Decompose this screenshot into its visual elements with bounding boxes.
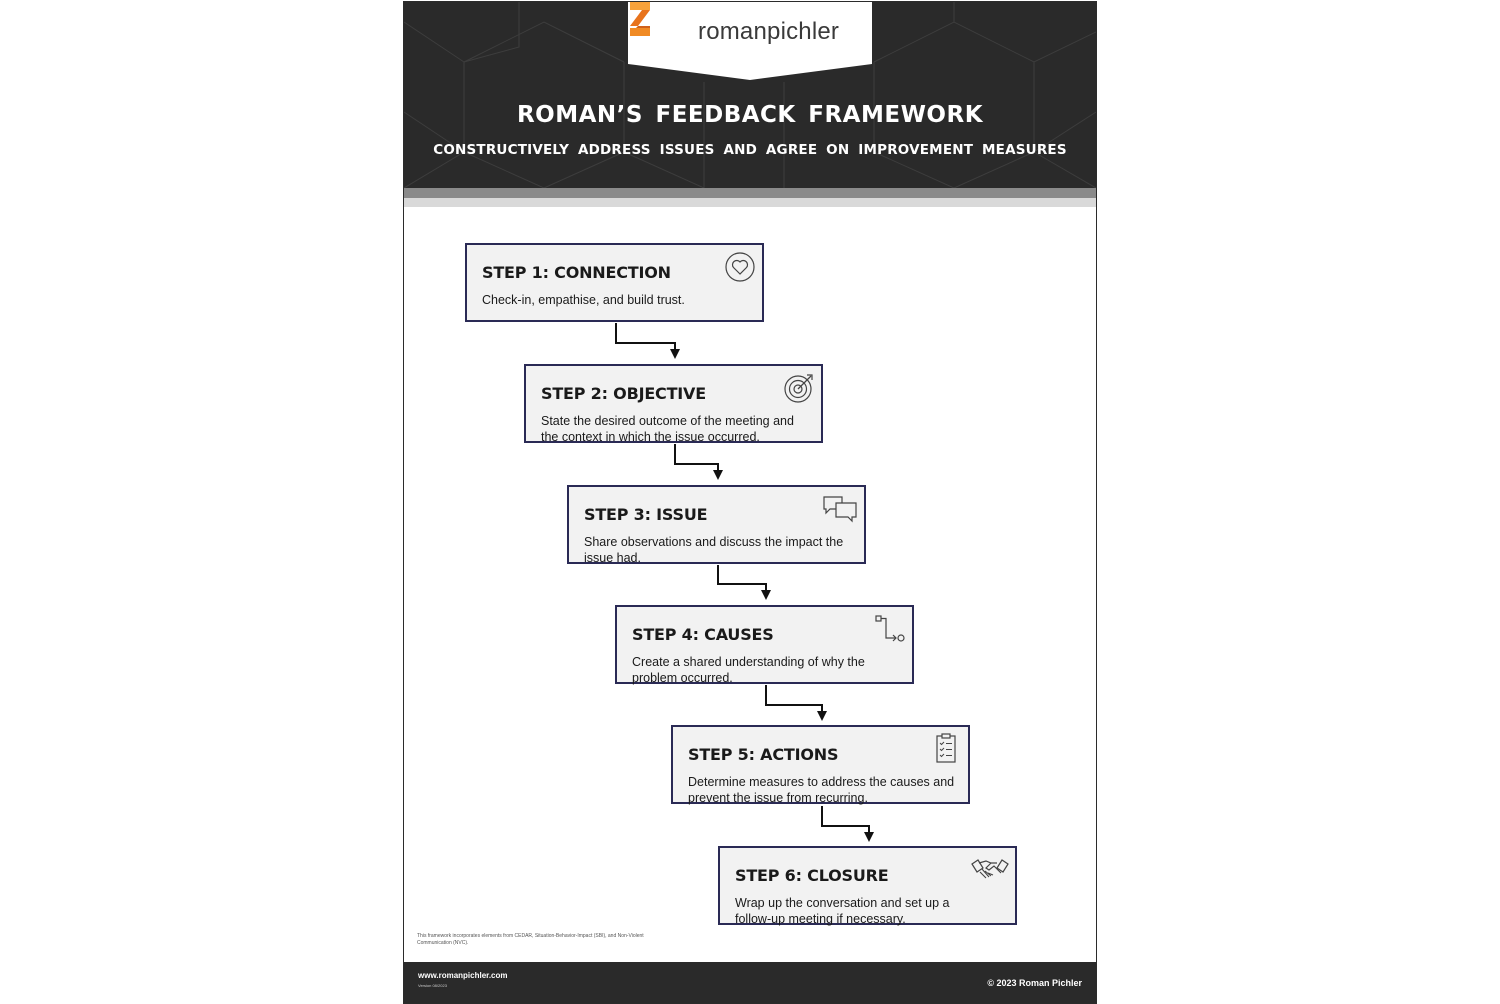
step-description: State the desired outcome of the meeting and the context in which the issue occurred. — [541, 414, 794, 444]
footer-url-link[interactable]: www.romanpichler.com — [418, 971, 508, 980]
step-title: STEP 3: ISSUE — [584, 505, 708, 524]
step-4-card — [615, 605, 914, 684]
logo-text: romanpichler — [698, 18, 840, 45]
step-description: Wrap up the conversation and set up a follow-up meeting if necessary. — [735, 896, 950, 926]
step-3-card — [567, 485, 866, 564]
handshake-icon — [971, 854, 1009, 886]
footnote: This framework incorporates elements from CEDAR, Situation-Behavior-Impact (SBI), and Non-Violent Communication (NVC). — [417, 933, 644, 946]
connector-4-5 — [766, 685, 822, 716]
page-subtitle: CONSTRUCTIVELY ADDRESS ISSUES AND AGREE ON IMPROVEMENT MEASURES — [433, 142, 1067, 158]
step-description: Check-in, empathise, and build trust. — [482, 293, 685, 307]
connector-1-2 — [616, 323, 675, 354]
connector-5-6 — [822, 806, 869, 837]
target-icon — [783, 372, 815, 404]
step-title: STEP 5: ACTIONS — [688, 745, 839, 764]
step-title: STEP 2: OBJECTIVE — [541, 384, 706, 403]
step-description: Determine measures to address the causes and prevent the issue from recurring. — [688, 775, 955, 805]
step-2-card — [524, 364, 823, 443]
step-title: STEP 6: CLOSURE — [735, 866, 889, 885]
connector-3-4 — [718, 565, 766, 595]
step-title: STEP 4: CAUSES — [632, 625, 774, 644]
clipboard-checklist-icon — [930, 733, 962, 765]
footer-copyright: © 2023 Roman Pichler — [987, 978, 1082, 988]
step-description: Create a shared understanding of why the problem occurred. — [632, 655, 865, 685]
page-title: ROMAN’S FEEDBACK FRAMEWORK — [516, 102, 984, 128]
step-6-card — [718, 846, 1017, 925]
heart-icon — [724, 251, 756, 283]
step-title: STEP 1: CONNECTION — [482, 263, 671, 282]
footer-version: Version 08/2023 — [418, 983, 447, 988]
step-1-card — [465, 243, 764, 322]
step-5-card — [671, 725, 970, 804]
connector-2-3 — [675, 444, 718, 475]
footer-bar — [404, 962, 1096, 1003]
chat-bubbles-icon — [822, 493, 858, 525]
step-description: Share observations and discuss the impact the issue had. — [584, 535, 844, 565]
poster — [403, 1, 1097, 1004]
cause-effect-icon — [874, 613, 906, 645]
